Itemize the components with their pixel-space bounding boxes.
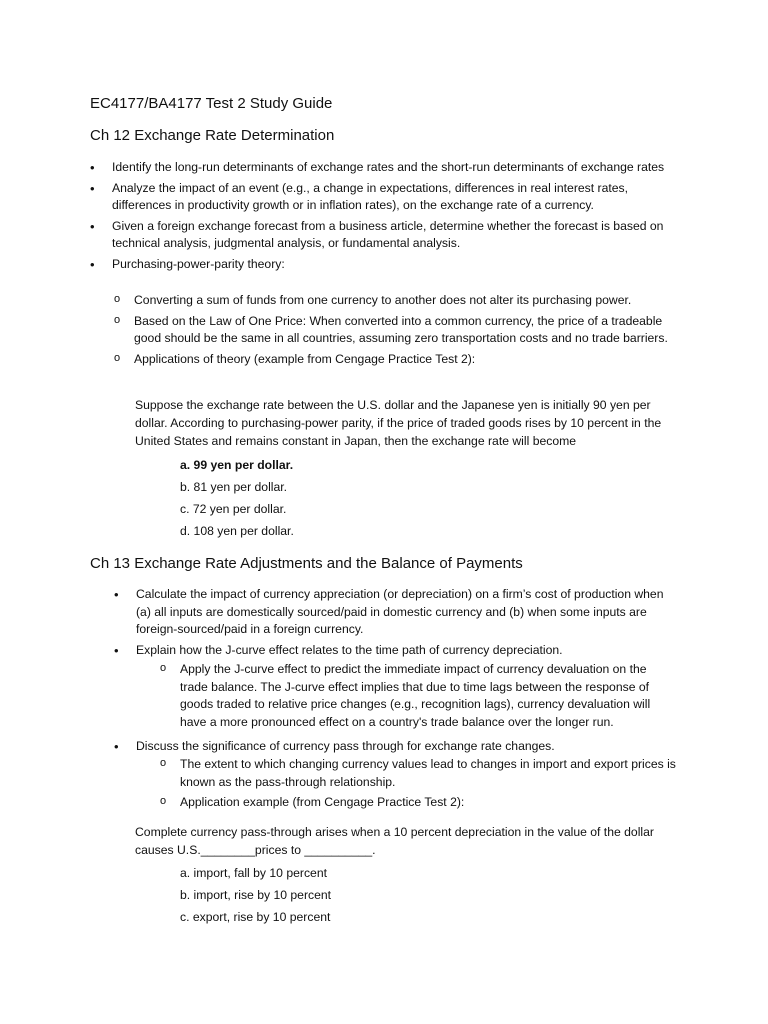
ch13-heading: Ch 13 Exchange Rate Adjustments and the Balance of Payments	[90, 555, 523, 572]
list-item: • Explain how the J-curve effect relates to the time path of currency depreciation.	[114, 642, 674, 660]
passthrough-question: Complete currency pass-through arises when a 10 percent depreciation in the value of the dollar causes U.S.________prices to __________.	[135, 825, 654, 857]
option-c: c. export, rise by 10 percent	[180, 910, 331, 924]
document-title: EC4177/BA4177 Test 2 Study Guide	[90, 95, 333, 112]
ch13-bullet-list	[114, 586, 674, 659]
list-item: o Converting a sum of funds from one currency to another does not alter its purchasing power.	[112, 292, 670, 310]
list-item: o The extent to which changing currency values lead to changes in import and export prices is known as the pass-through relationship.	[158, 756, 676, 791]
passthrough-options	[180, 862, 331, 928]
list-item: • Identify the long-run determinants of exchange rates and the short-run determinants of exchange rates	[90, 159, 670, 177]
ppp-sub-list	[112, 292, 670, 368]
option-a: a. import, fall by 10 percent	[180, 866, 327, 880]
ppp-question: Suppose the exchange rate between the U.S. dollar and the Japanese yen is initially 90 yen per dollar. According to purchasing-power parity, if the price of traded goods rises by 10 percent in the United States and remains constant in Japan, then the exchange rate will become	[135, 398, 662, 448]
option-a: a. 99 yen per dollar.	[180, 458, 294, 472]
ppp-heading: Purchasing-power-parity theory:	[112, 256, 285, 271]
list-item: o Apply the J-curve effect to predict the immediate impact of currency devaluation on the trade balance. The J-curve effect implies that due to time lags between the response of goods traded to relative price changes (e.g., recognition lags), currency devaluation will have a more pronounced effect on a country's trade balance over the longer run.	[158, 661, 676, 731]
list-item: o Application example (from Cengage Practice Test 2):	[158, 794, 676, 812]
ch12-bullet-list	[90, 159, 670, 273]
option-b: b. 81 yen per dollar.	[180, 480, 288, 494]
list-item: o Applications of theory (example from Cengage Practice Test 2):	[112, 351, 670, 369]
list-item: • Given a foreign exchange forecast from a business article, determine whether the forecast is based on technical analysis, judgmental analysis, or fundamental analysis.	[90, 218, 670, 253]
ch13-bullet-list-2	[114, 738, 674, 756]
list-item: o Based on the Law of One Price: When converted into a common currency, the price of a tradeable good should be the same in all countries, assuming zero transportation costs and no trade barriers.	[112, 313, 670, 348]
ch12-heading: Ch 12 Exchange Rate Determination	[90, 127, 335, 144]
list-item	[90, 256, 670, 274]
option-b: b. import, rise by 10 percent	[180, 888, 332, 902]
list-item: • Calculate the impact of currency appreciation (or depreciation) on a firm’s cost of production when (a) all inputs are domestically sourced/paid in domestic currency and (b) when some inputs are foreign-sourced/paid in a foreign currency.	[114, 586, 674, 639]
ppp-options	[180, 454, 294, 542]
option-c: c. 72 yen per dollar.	[180, 502, 287, 516]
list-item: • Discuss the significance of currency pass through for exchange rate changes.	[114, 738, 674, 756]
list-item: • Analyze the impact of an event (e.g., a change in expectations, differences in real interest rates, differences in productivity growth or in inflation rates), on the exchange rate of a currency.	[90, 180, 670, 215]
option-d: d. 108 yen per dollar.	[180, 524, 294, 538]
passthrough-sub-list	[158, 756, 676, 812]
jcurve-sub-list	[158, 661, 676, 731]
